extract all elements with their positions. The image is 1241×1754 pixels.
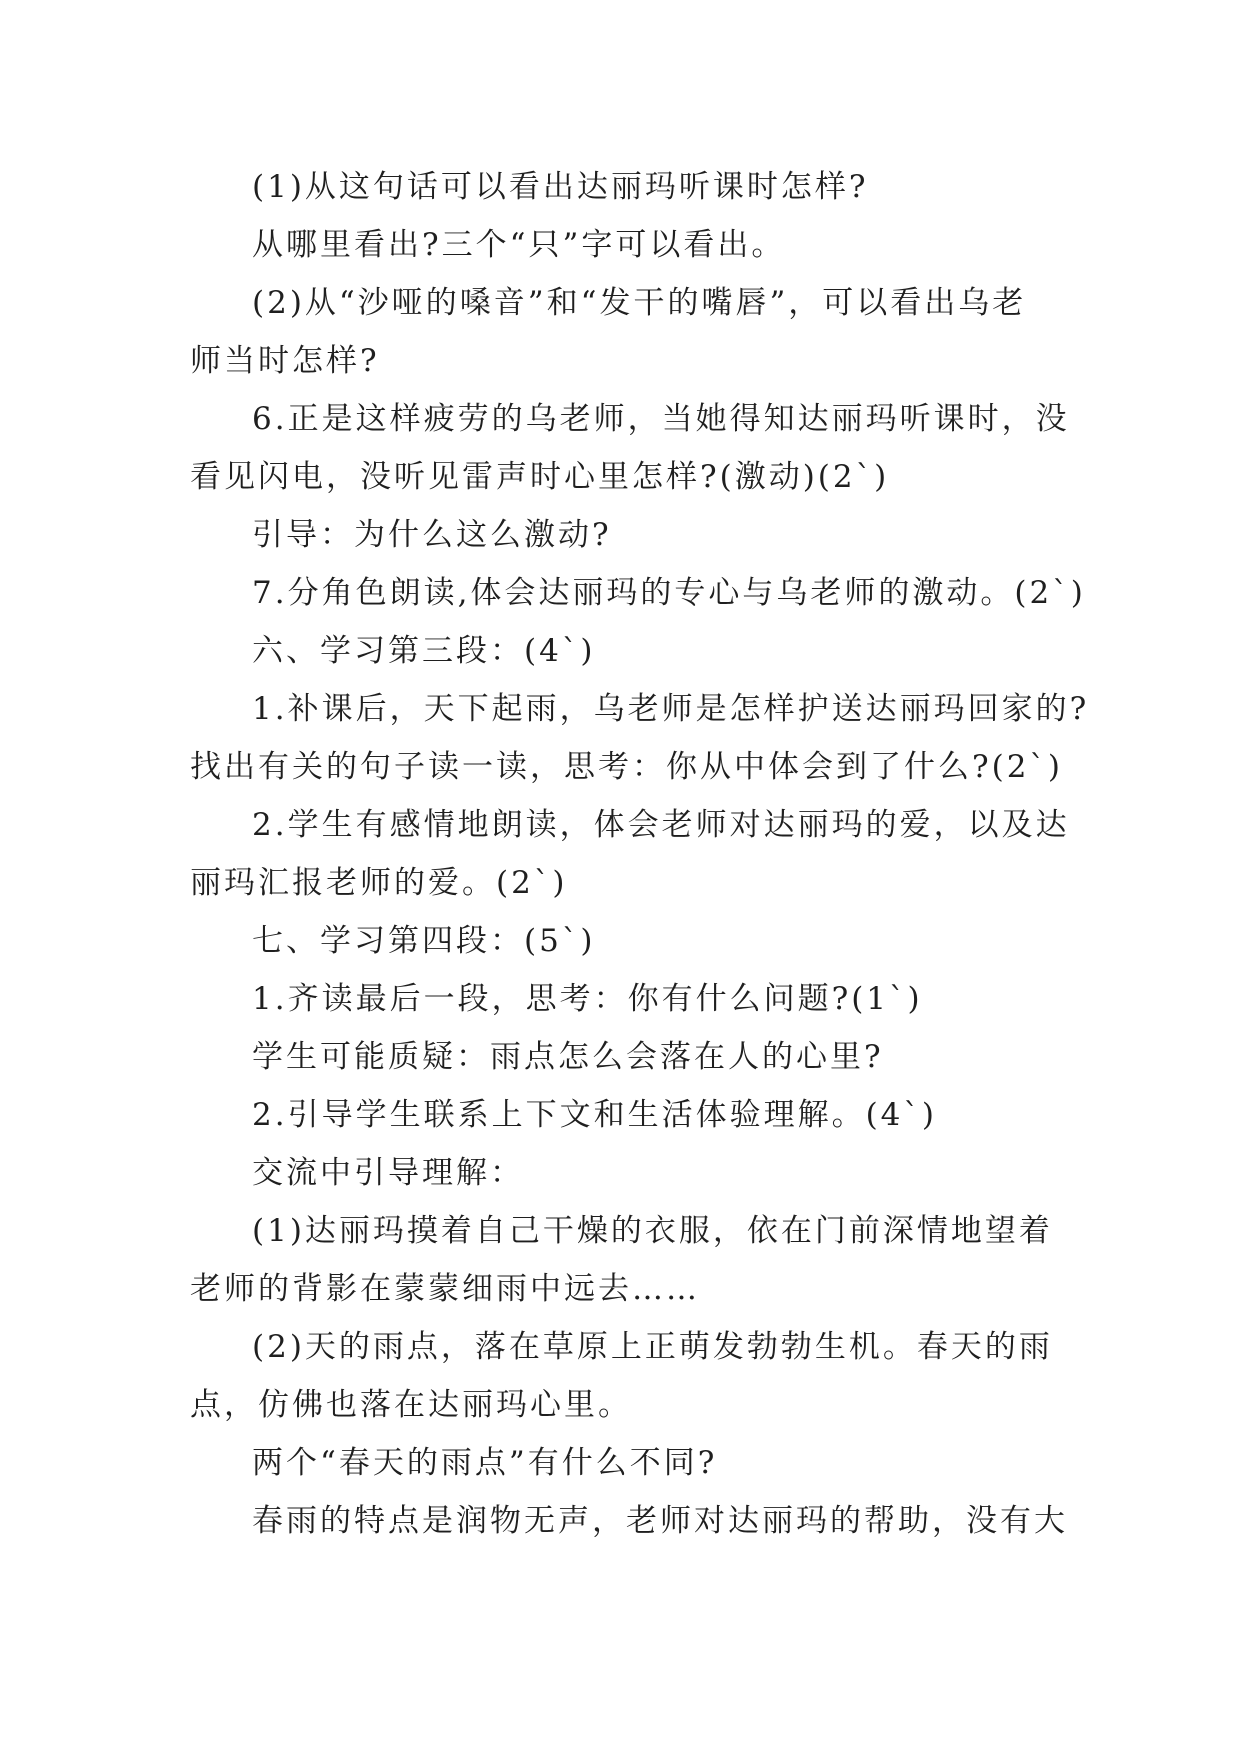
text-line: 交流中引导理解： — [252, 1155, 524, 1191]
text-line: (1)从这句话可以看出达丽玛听课时怎样? — [252, 169, 869, 205]
text-line: (1)达丽玛摸着自己干燥的衣服，依在门前深情地望着 — [252, 1213, 1053, 1249]
text-line: 师当时怎样? — [190, 343, 380, 379]
paragraph — [190, 1144, 1060, 1202]
text-line: 2.引导学生联系上下文和生活体验理解。(4`) — [252, 1097, 937, 1133]
text-line: 点，仿佛也落在达丽玛心里。 — [190, 1387, 632, 1423]
text-line: 6.正是这样疲劳的乌老师，当她得知达丽玛听课时，没 — [252, 401, 1070, 437]
text-line: 七、学习第四段：(5`) — [252, 923, 596, 959]
paragraph — [190, 274, 1060, 390]
text-line: 老师的背影在蒙蒙细雨中远去…… — [190, 1271, 700, 1307]
text-line: 春雨的特点是润物无声，老师对达丽玛的帮助，没有大 — [252, 1503, 1068, 1539]
text-line: 1.补课后，天下起雨，乌老师是怎样护送达丽玛回家的? — [252, 691, 1090, 727]
paragraph — [190, 680, 1090, 796]
text-line: 找出有关的句子读一读，思考：你从中体会到了什么?(2`) — [190, 749, 1064, 785]
section-heading — [190, 912, 1060, 970]
paragraph — [190, 506, 1060, 564]
text-line: 从哪里看出?三个“只”字可以看出。 — [252, 227, 786, 263]
section-heading — [190, 622, 1060, 680]
text-line: (2)天的雨点，落在草原上正萌发勃勃生机。春天的雨 — [252, 1329, 1053, 1365]
paragraph — [190, 970, 1060, 1028]
paragraph — [190, 1086, 1060, 1144]
text-line: 1.齐读最后一段，思考：你有什么问题?(1`) — [252, 981, 923, 1017]
paragraph — [190, 158, 1060, 216]
text-line: 丽玛汇报老师的爱。(2`) — [190, 865, 568, 901]
text-line: (2)从“沙哑的嗓音”和“发干的嘴唇”，可以看出乌老 — [252, 285, 1027, 321]
paragraph — [190, 1202, 1060, 1318]
document-body — [190, 158, 1090, 1550]
paragraph — [190, 1434, 1060, 1492]
text-line: 看见闪电，没听见雷声时心里怎样?(激动)(2`) — [190, 459, 890, 495]
text-line: 2.学生有感情地朗读，体会老师对达丽玛的爱，以及达 — [252, 807, 1070, 843]
text-line: 学生可能质疑：雨点怎么会落在人的心里? — [252, 1039, 884, 1075]
paragraph — [190, 564, 1086, 622]
paragraph — [190, 1028, 1060, 1086]
text-line: 引导：为什么这么激动? — [252, 517, 612, 553]
text-line: 六、学习第三段：(4`) — [252, 633, 596, 669]
paragraph — [190, 796, 1070, 912]
paragraph — [190, 216, 1060, 274]
text-line: 两个“春天的雨点”有什么不同? — [252, 1445, 718, 1481]
text-line: 7.分角色朗读,体会达丽玛的专心与乌老师的激动。(2`) — [252, 575, 1086, 611]
paragraph — [190, 1492, 1068, 1550]
paragraph — [190, 1318, 1060, 1434]
paragraph — [190, 390, 1070, 506]
